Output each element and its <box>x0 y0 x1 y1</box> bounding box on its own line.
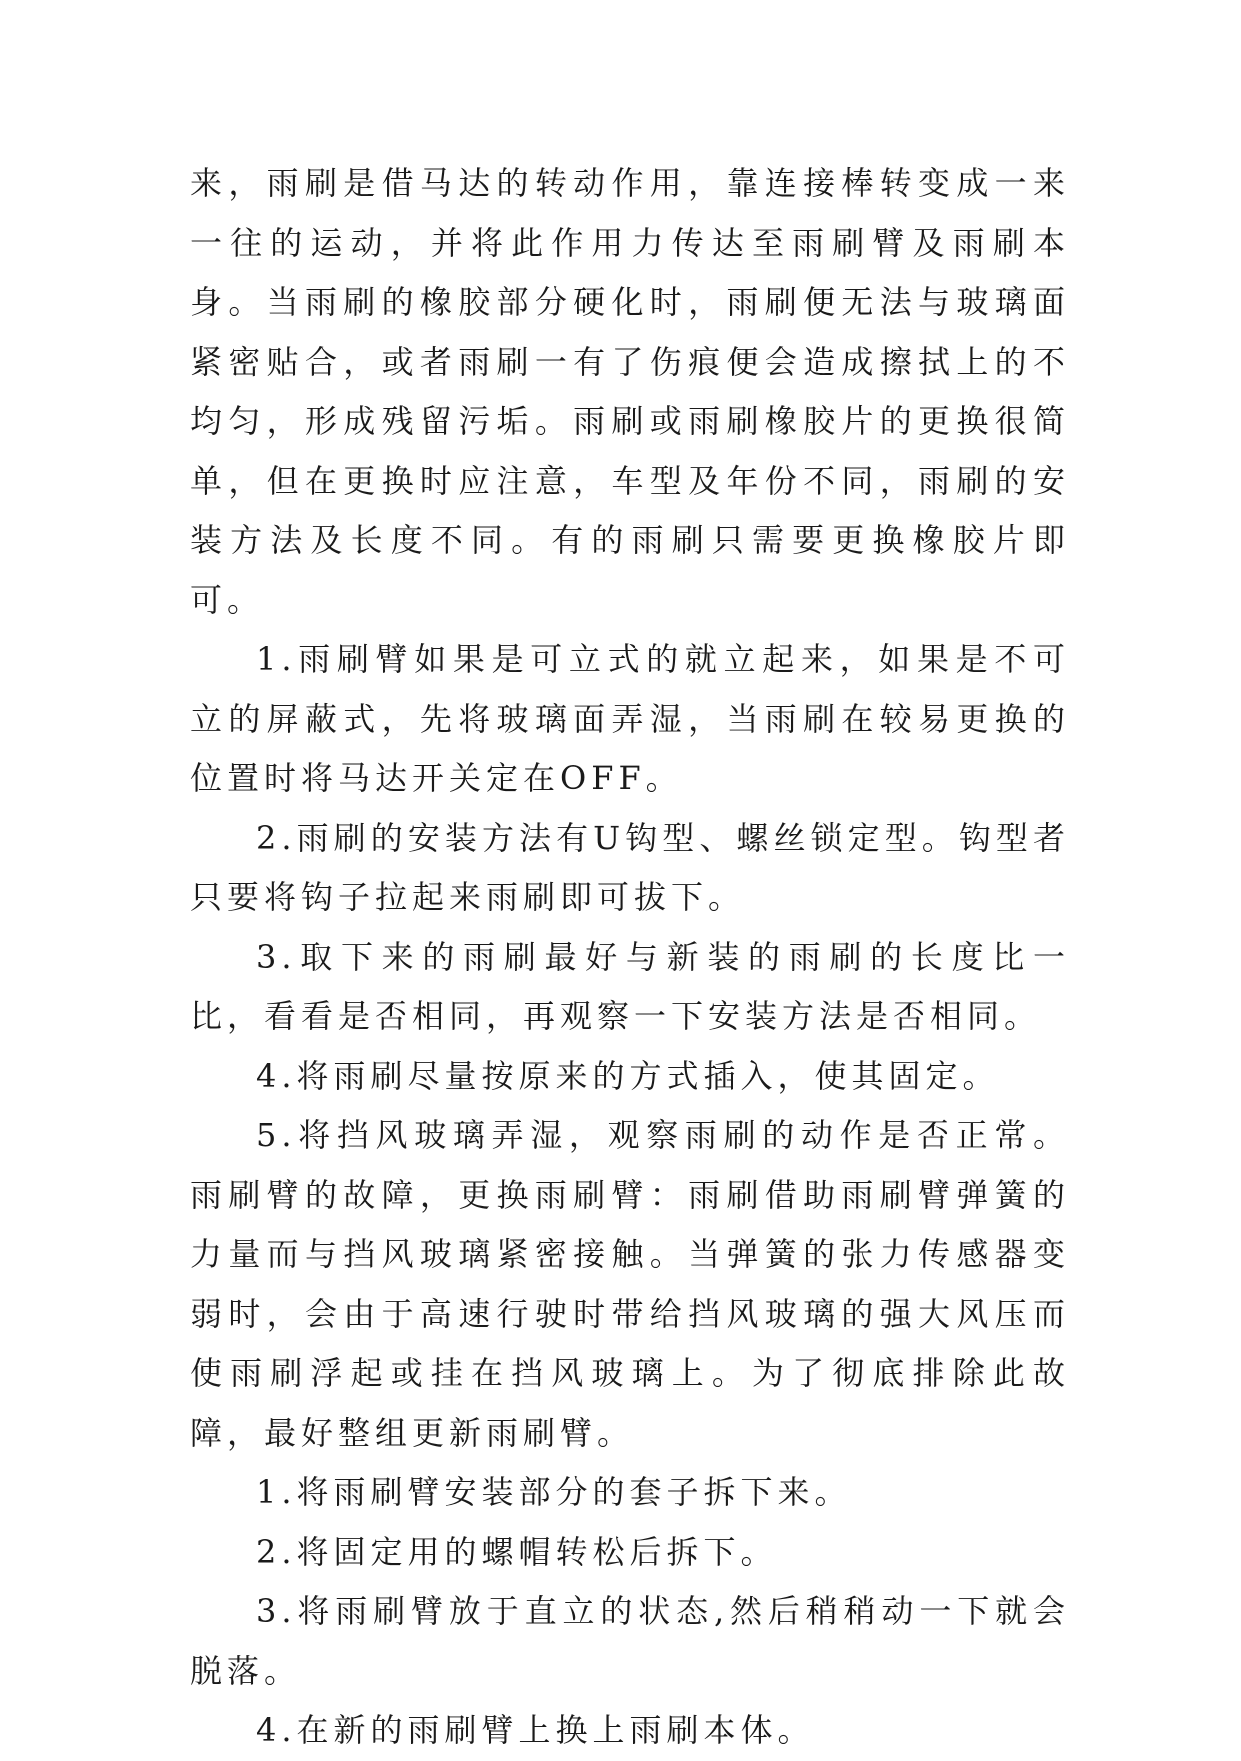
paragraph-step-4: 4.将雨刷尽量按原来的方式插入，使其固定。 <box>256 1056 1000 1095</box>
paragraph-step-5: 5.将挡风玻璃弄湿，观察雨刷的动作是否正常。雨刷臂的故障，更换雨刷臂：雨刷借助雨刷臂弹簧的力量而与挡风玻璃紧密接触。当弹簧的张力传感器变弱时，会由于高速行驶时带给挡风玻璃的强大风压而使雨刷浮起或挂在挡风玻璃上。为了彻底排除此故障，最好整组更新雨刷臂。 <box>190 1116 1070 1452</box>
paragraph-intro: 来，雨刷是借马达的转动作用，靠连接棒转变成一来一往的运动，并将此作用力传达至雨刷臂及雨刷本身。当雨刷的橡胶部分硬化时，雨刷便无法与玻璃面紧密贴合，或者雨刷一有了伤痕便会造成擦拭上的不均匀，形成残留污垢。雨刷或雨刷橡胶片的更换很简单，但在更换时应注意，车型及年份不同，雨刷的安装方法及长度不同。有的雨刷只需要更换橡胶片即可。 <box>190 164 1070 619</box>
paragraph-arm-step-3: 3.将雨刷臂放于直立的状态,然后稍稍动一下就会脱落。 <box>190 1592 1070 1690</box>
paragraph-arm-step-2: 2.将固定用的螺帽转松后拆下。 <box>256 1532 778 1571</box>
paragraph-step-2: 2.雨刷的安装方法有U钩型、螺丝锁定型。钩型者只要将钩子拉起来雨刷即可拔下。 <box>190 818 1070 916</box>
body-text <box>190 154 1070 1761</box>
paragraph-arm-step-1: 1.将雨刷臂安装部分的套子拆下来。 <box>256 1473 852 1511</box>
paragraph-arm-step-4: 4.在新的雨刷臂上换上雨刷本体。 <box>256 1711 815 1749</box>
paragraph-step-3: 3.取下来的雨刷最好与新装的雨刷的长度比一比，看看是否相同，再观察一下安装方法是否相同。 <box>190 937 1070 1035</box>
paragraph-step-1: 1.雨刷臂如果是可立式的就立起来，如果是不可立的屏蔽式，先将玻璃面弄湿，当雨刷在较易更换的位置时将马达开关定在OFF。 <box>190 640 1070 797</box>
